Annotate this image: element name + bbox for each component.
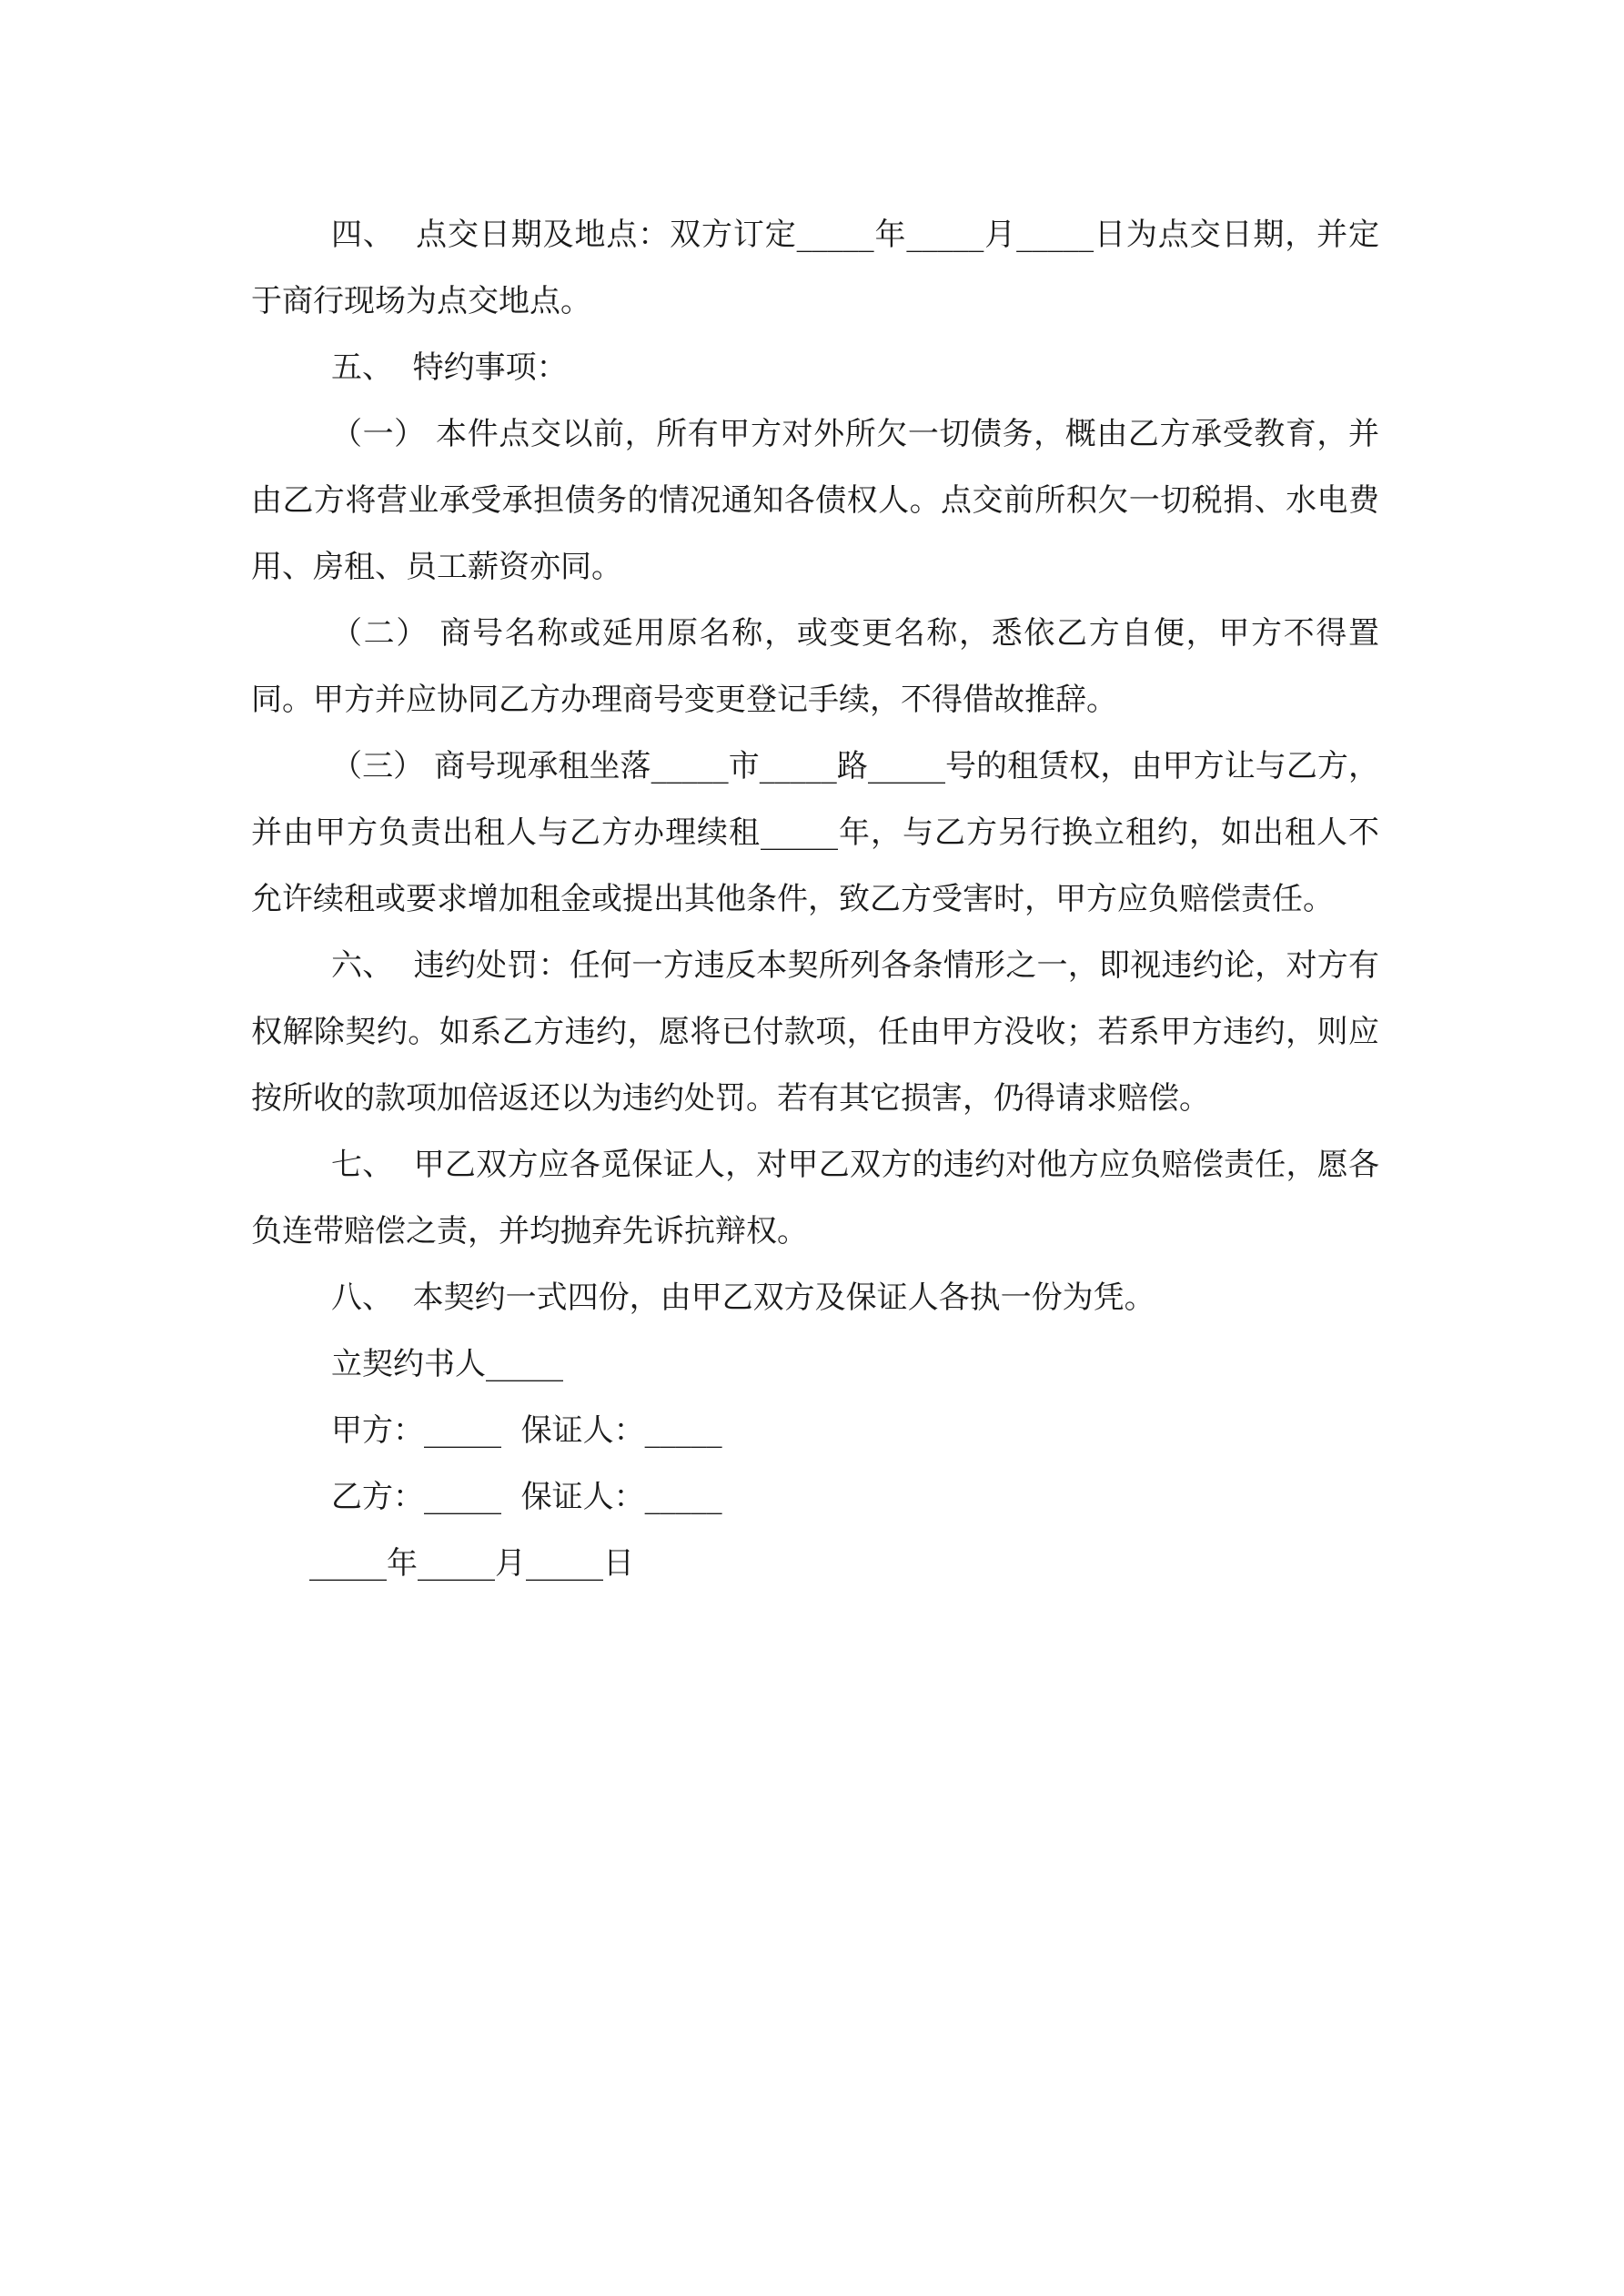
party-b-line: 乙方：_____ 保证人：_____	[331, 1479, 722, 1515]
signature-block	[251, 1331, 1379, 1597]
clause-5-item-1: （一） 本件点交以前，所有甲方对外所欠一切债务，概由乙方承受教育，并由乙方将营业承受承担债务的情况通知各债权人。点交前所积欠一切税捐、水电费用、房租、员工薪资亦同。	[251, 416, 1379, 585]
signer-line: 立契约书人_____	[331, 1346, 563, 1382]
clause-4-delivery-date: 四、 点交日期及地点：双方订定_____年_____月_____日为点交日期，并定于商行现场为点交地点。	[251, 217, 1379, 319]
date-line: _____年_____月_____日	[309, 1545, 634, 1582]
clause-6-breach: 六、 违约处罚：任何一方违反本契所列各条情形之一，即视违约论，对方有权解除契约。如系乙方违约，愿将已付款项，任由甲方没收；若系甲方违约，则应按所收的款项加倍返还以为违约处罚。若有其它损害，仍得请求赔偿。	[251, 947, 1379, 1117]
clause-8-copies: 八、 本契约一式四份，由甲乙双方及保证人各执一份为凭。	[331, 1279, 1155, 1316]
clause-5-item-2: （二） 商号名称或延用原名称，或变更名称，悉依乙方自便，甲方不得置同。甲方并应协同乙方办理商号变更登记手续，不得借故推辞。	[251, 615, 1379, 718]
clause-5-item-3: （三） 商号现承租坐落_____市_____路_____号的租赁权，由甲方让与乙方，并由甲方负责出租人与乙方办理续租_____年，与乙方另行换立租约，如出租人不允许续租或要求增加租金或提出其他条件，致乙方受害时，甲方应负赔偿责任。	[251, 748, 1379, 917]
clause-5-heading: 五、 特约事项：	[331, 349, 568, 386]
document-body	[251, 202, 1379, 1597]
clause-7-guarantor: 七、 甲乙双方应各觅保证人，对甲乙双方的违约对他方应负赔偿责任，愿各负连带赔偿之责，并均抛弃先诉抗辩权。	[251, 1147, 1379, 1249]
party-a-line: 甲方：_____ 保证人：_____	[331, 1412, 722, 1449]
